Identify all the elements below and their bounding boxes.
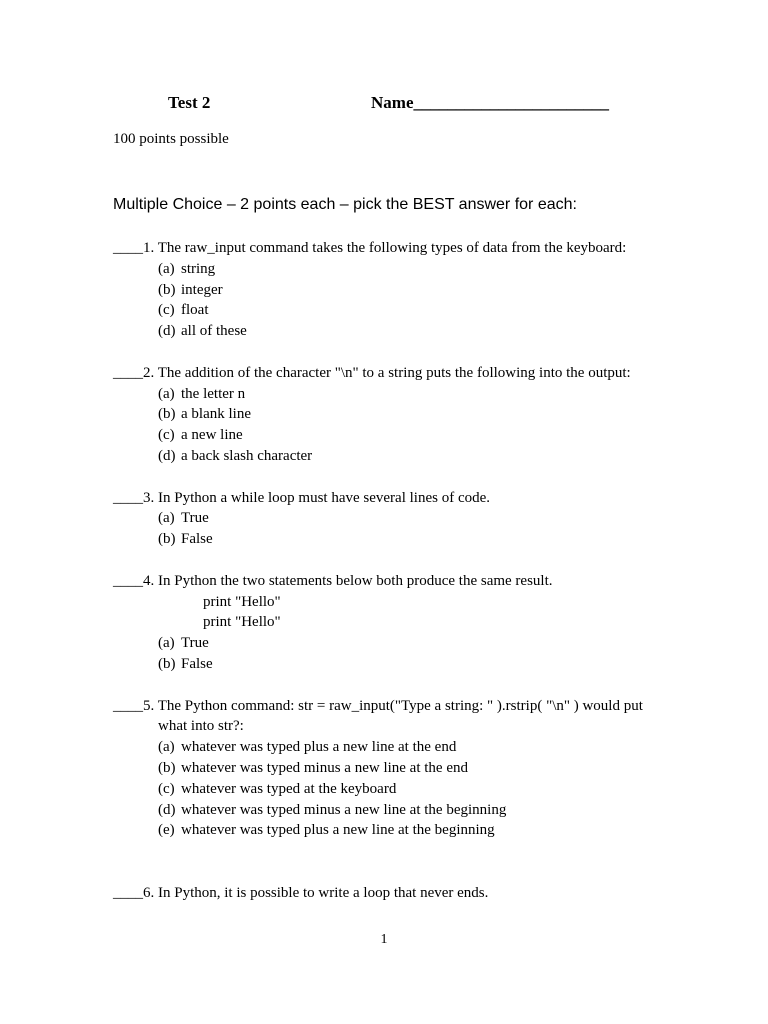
option-text: True [181,510,209,527]
points-possible: 100 points possible [113,131,229,147]
question-stem [113,363,673,384]
question-stem [113,238,673,259]
question-text: In Python the two statements below both produce the same result. [154,572,553,589]
option-text: all of these [181,323,247,340]
question-text: In Python, it is possible to write a loop that never ends. [154,884,489,901]
question-text: The Python command: str = raw_input("Type a string: " ).rstrip( "\n" ) would put [154,697,643,714]
answer-blank[interactable]: ____ [113,572,143,589]
question-number: 5. [143,697,155,714]
option-letter: (a) [158,510,175,527]
option-text: the letter n [181,385,246,402]
question-stem [113,696,673,717]
answer-blank[interactable]: ____ [113,364,143,381]
question-text-continued: what into str?: [158,718,244,735]
option-letter: (a) [158,385,175,402]
question-number: 3. [143,489,155,506]
section-heading: Multiple Choice – 2 points each – pick the BEST answer for each: [113,196,577,213]
option-letter: (b) [158,281,176,298]
question-4 [113,571,673,675]
option-letter: (b) [158,655,176,672]
option-letter: (c) [158,427,175,444]
question-number: 1. [143,240,155,256]
option-letter: (b) [158,531,176,548]
answer-blank[interactable]: ____ [113,240,143,256]
option-text: a back slash character [181,447,313,464]
question-number: 6. [143,884,155,901]
code-line: print "Hello" [203,614,281,631]
option-b [113,404,673,425]
option-text: whatever was typed at the keyboard [181,780,397,797]
option-letter: (b) [158,406,176,423]
option-letter: (d) [158,801,176,818]
question-text: The addition of the character "\n" to a string puts the following into the output: [154,364,631,381]
answer-blank[interactable]: ____ [113,697,143,714]
option-a [113,508,673,529]
test-header [168,93,648,117]
option-text: a blank line [181,406,251,423]
question-number: 2. [143,364,155,381]
code-line: print "Hello" [203,593,281,610]
option-b [113,654,673,675]
option-d [113,800,673,821]
option-letter: (b) [158,759,176,776]
test-title: Test 2 [168,93,211,112]
question-text: The raw_input command takes the following types of data from the keyboard: [154,240,627,256]
option-d [113,446,673,467]
option-letter: (a) [158,635,175,652]
option-text: whatever was typed plus a new line at the end [181,739,457,756]
option-text: string [181,260,216,277]
option-letter: (c) [158,302,175,319]
option-a [113,384,673,405]
question-list [113,238,673,924]
question-3 [113,488,673,550]
option-d [113,321,673,342]
option-c [113,779,673,800]
question-2 [113,363,673,467]
option-b [113,529,673,550]
option-c [113,425,673,446]
option-letter: (e) [158,822,175,839]
option-text: whatever was typed plus a new line at the beginning [181,822,495,839]
option-letter: (c) [158,780,175,797]
answer-blank[interactable]: ____ [113,489,143,506]
option-b [113,758,673,779]
option-text: integer [181,281,223,298]
option-text: True [181,635,209,652]
option-a [113,737,673,758]
option-letter: (a) [158,260,175,277]
name-field[interactable]: Name_______________________ [371,93,609,112]
answer-blank[interactable]: ____ [113,884,143,901]
option-e [113,820,673,841]
question-stem [113,571,673,592]
question-5 [113,696,673,842]
option-letter: (d) [158,447,176,464]
option-text: False [181,655,213,672]
option-letter: (d) [158,323,176,340]
page-number: 1 [380,932,388,947]
question-stem [113,883,673,904]
question-number: 4. [143,572,155,589]
question-6 [113,883,673,904]
option-a [113,259,673,280]
option-c [113,300,673,321]
option-b [113,280,673,301]
option-text: whatever was typed minus a new line at the end [181,759,468,776]
option-letter: (a) [158,739,175,756]
question-stem [113,488,673,509]
option-text: whatever was typed minus a new line at the beginning [181,801,507,818]
option-a [113,633,673,654]
question-1 [113,238,673,342]
question-text: In Python a while loop must have several lines of code. [154,489,491,506]
option-text: a new line [181,427,243,444]
option-text: False [181,531,213,548]
option-text: float [181,302,209,319]
